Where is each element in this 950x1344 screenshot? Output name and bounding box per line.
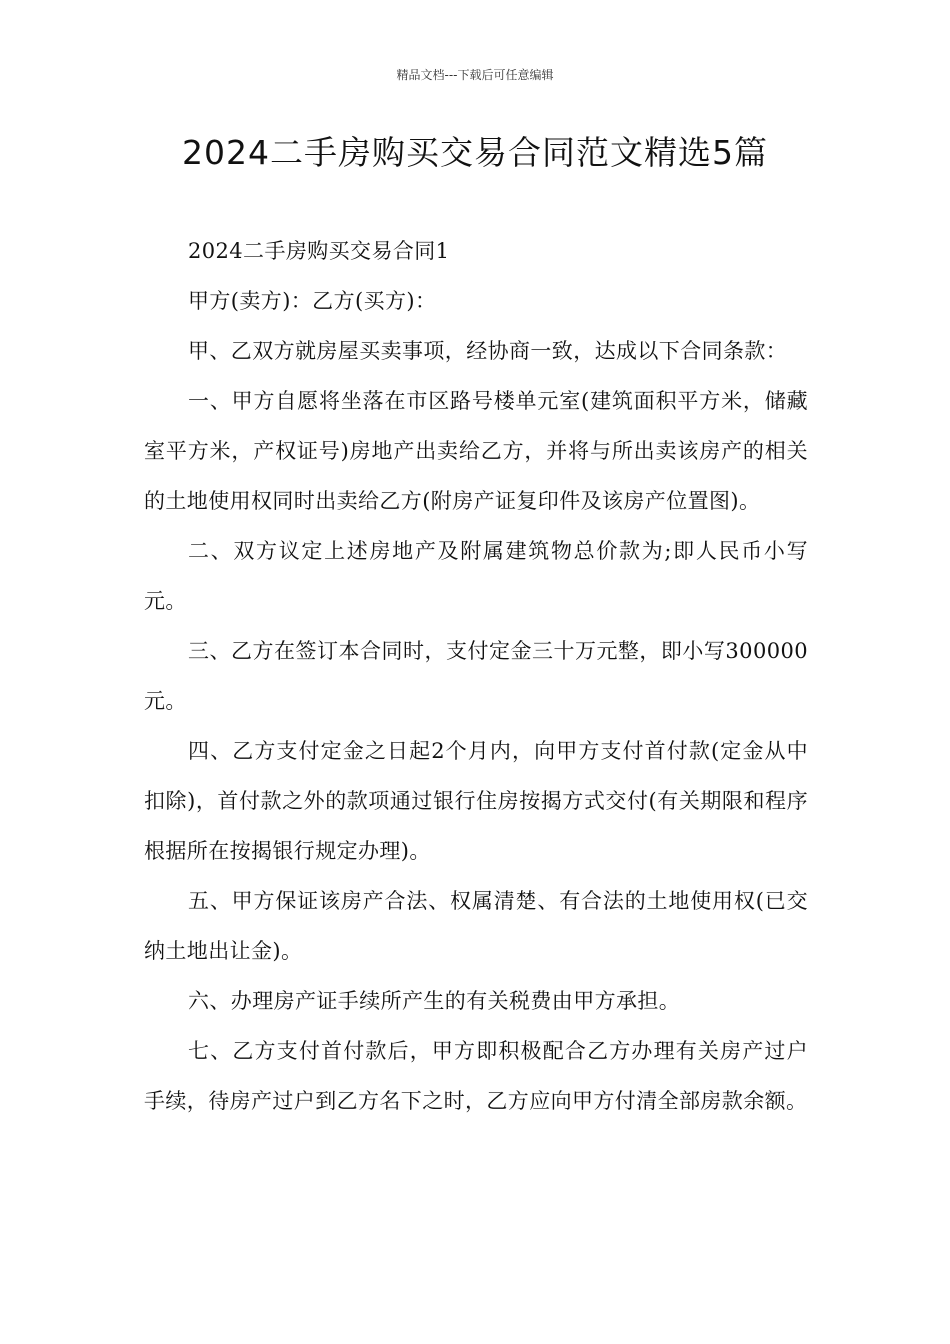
clause-5: 五、甲方保证该房产合法、权属清楚、有合法的土地使用权(已交纳土地出让金)。 [144, 889, 808, 963]
header-note: 精品文档---下载后可任意编辑 [396, 68, 554, 82]
intro-paragraph: 甲、乙双方就房屋买卖事项，经协商一致，达成以下合同条款： [188, 339, 788, 363]
parties-line: 甲方(卖方)：乙方(买方)： [188, 289, 437, 313]
clause-3: 三、乙方在签订本合同时，支付定金三十万元整，即小写300000元。 [144, 639, 808, 713]
clause-2: 二、双方议定上述房地产及附属建筑物总价款为;即人民币小写元。 [144, 539, 808, 613]
document-title: 2024二手房购买交易合同范文精选5篇 [182, 133, 768, 172]
clause-6: 六、办理房产证手续所产生的有关税费由甲方承担。 [188, 989, 681, 1013]
document-body [144, 226, 808, 1126]
contract-heading: 2024二手房购买交易合同1 [188, 239, 450, 263]
clause-7: 七、乙方支付首付款后，甲方即积极配合乙方办理有关房产过户手续，待房产过户到乙方名下之时，乙方应向甲方付清全部房款余额。 [144, 1039, 808, 1113]
clause-4: 四、乙方支付定金之日起2个月内，向甲方支付首付款(定金从中扣除)，首付款之外的款项通过银行住房按揭方式交付(有关期限和程序根据所在按揭银行规定办理)。 [144, 739, 808, 863]
clause-1: 一、甲方自愿将坐落在市区路号楼单元室(建筑面积平方米，储藏室平方米，产权证号)房地产出卖给乙方，并将与所出卖该房产的相关的土地使用权同时出卖给乙方(附房产证复印件及该房产位置图)。 [144, 389, 808, 513]
